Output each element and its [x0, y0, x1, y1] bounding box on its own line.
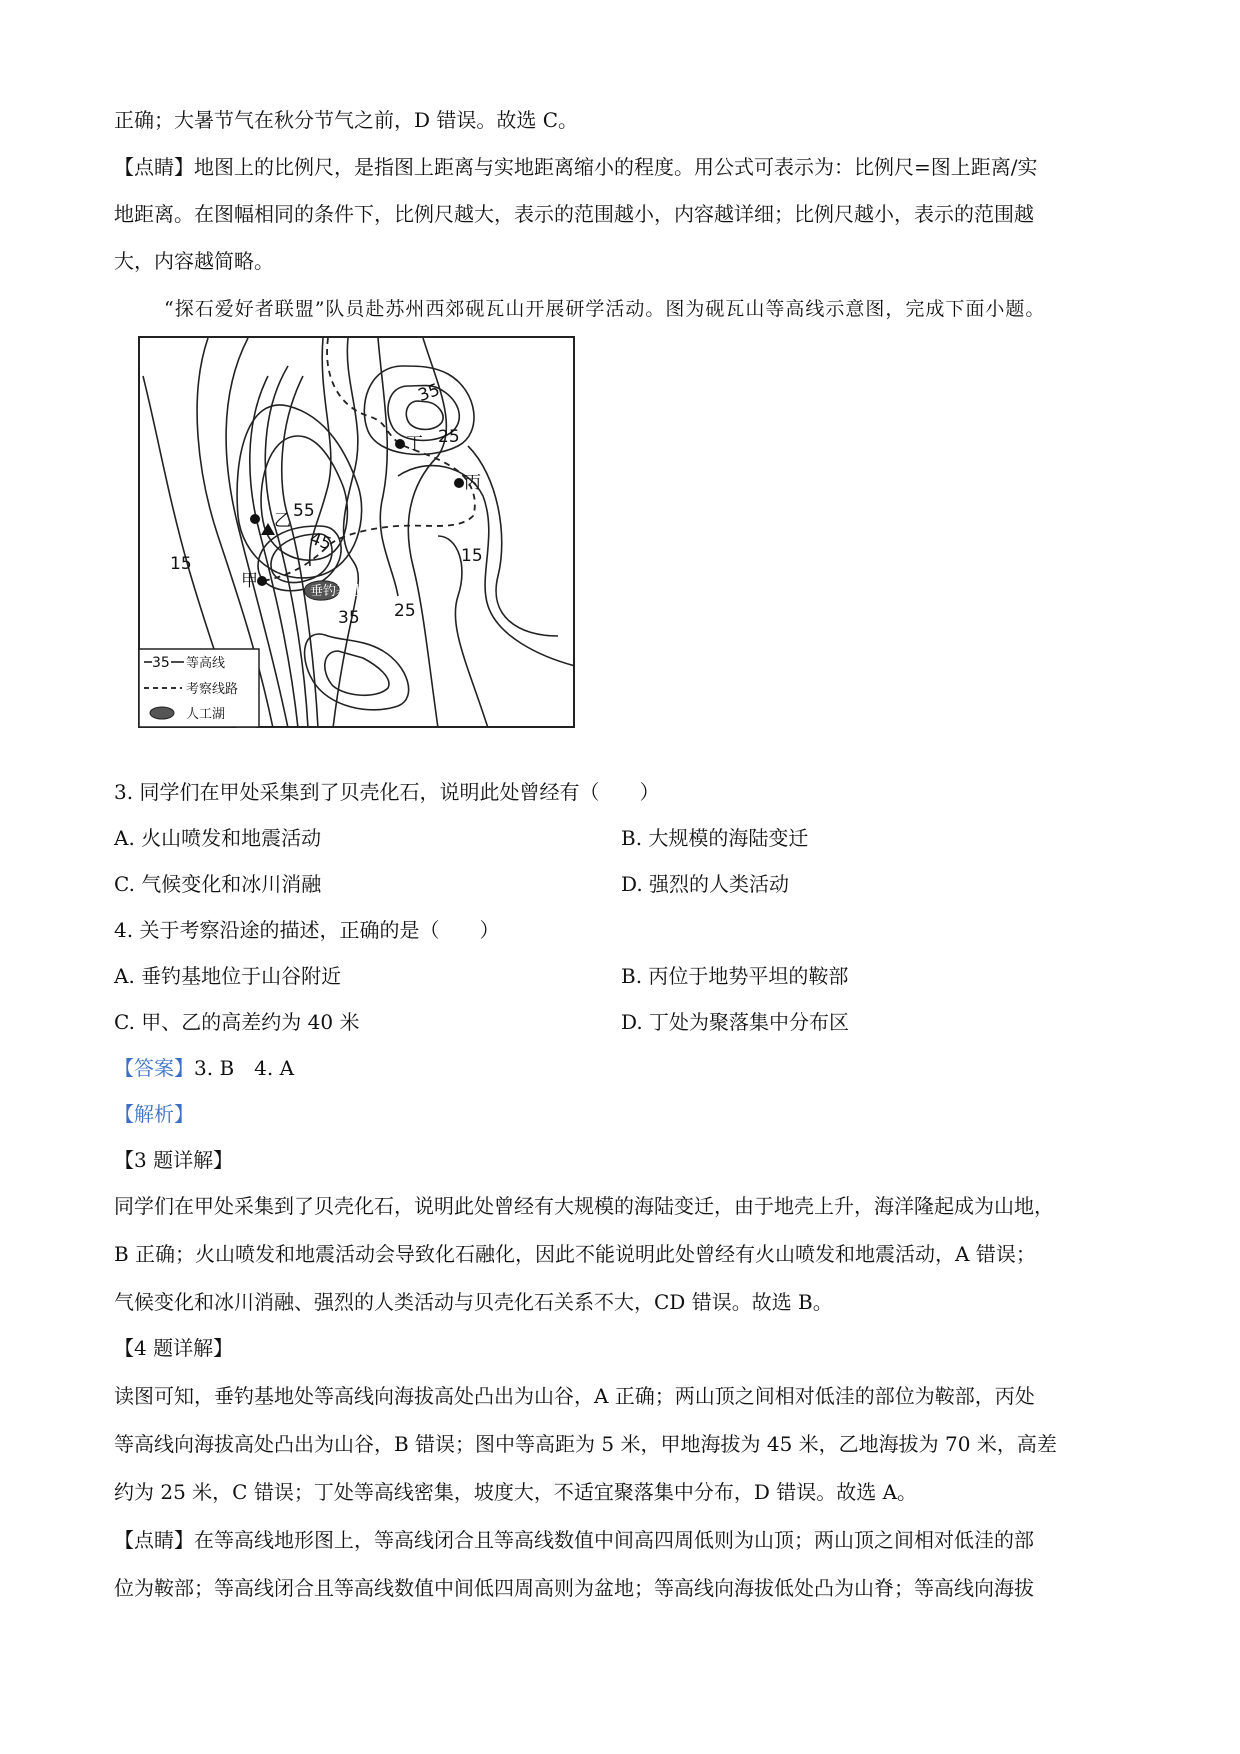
q4-detail-title: 【4 题详解】 [114, 1336, 234, 1360]
contour-label: 35 [415, 379, 443, 407]
legend-contour-value: 35 [152, 655, 170, 671]
answer-text: 3. B 4. A [194, 1056, 295, 1080]
contour-label: 15 [461, 546, 483, 566]
text-line: 等高线向海拔高处凸出为山谷，B 错误；图中等高距为 5 米，甲地海拔为 45 米，乙地海拔为 70 米，高差 [114, 1432, 1057, 1456]
text-line: 约为 25 米，C 错误；丁处等高线密集，坡度大，不适宜聚落集中分布，D 错误。故选 A。 [114, 1480, 918, 1504]
legend-route: 考察线路 [186, 682, 239, 697]
q3-detail-title: 【3 题详解】 [114, 1148, 234, 1172]
contour-label: 25 [394, 601, 416, 621]
point-yi: 乙 [274, 511, 291, 531]
text-line: 位为鞍部；等高线闭合且等高线数值中间低四周高则为盆地；等高线向海拔低处凸为山脊；等高线向海拔 [114, 1576, 1034, 1600]
point-bing: 丙 [464, 473, 481, 493]
q4-option-a: A. 垂钓基地位于山谷附近 [114, 964, 342, 988]
point-jia: 甲 [241, 571, 258, 591]
contour-label: 55 [293, 501, 315, 521]
point-ding: 丁 [406, 434, 423, 454]
text-line: B 正确；火山喷发和地震活动会导致化石融化，因此不能说明此处曾经有火山喷发和地震活动，A 错误； [114, 1242, 1036, 1266]
analysis-tag: 【解析】 [114, 1102, 194, 1126]
contour-label: 45 [306, 528, 335, 555]
q3-stem: 3. 同学们在甲处采集到了贝壳化石，说明此处曾经有（ ） [114, 780, 660, 804]
text-line: 大，内容越简略。 [114, 249, 274, 273]
contour-map [138, 336, 575, 728]
q3-option-b: B. 大规模的海陆变迁 [621, 826, 809, 850]
text-line: 地距离。在图幅相同的条件下，比例尺越大，表示的范围越小，内容越详细；比例尺越小，表示的范围越 [114, 202, 1034, 226]
text-line: 正确；大暑节气在秋分节气之前，D 错误。故选 C。 [114, 108, 579, 132]
lake-label: 垂钓基地 [310, 584, 363, 599]
text-line: 读图可知，垂钓基地处等高线向海拔高处凸出为山谷，A 正确；两山顶之间相对低洼的部位为鞍部，丙处 [114, 1384, 1035, 1408]
answer-tag: 【答案】 [114, 1056, 194, 1080]
contour-label: 35 [338, 608, 360, 628]
answer-line [114, 1054, 294, 1082]
q4-stem: 4. 关于考察沿途的描述，正确的是（ ） [114, 918, 500, 942]
q3-option-c: C. 气候变化和冰川消融 [114, 872, 322, 896]
text-line: 【点睛】在等高线地形图上，等高线闭合且等高线数值中间高四周低则为山顶；两山顶之间相对低洼的部 [114, 1528, 1034, 1552]
contour-label: 25 [438, 427, 460, 447]
q3-option-d: D. 强烈的人类活动 [621, 872, 790, 896]
contour-label: 15 [170, 554, 192, 574]
intro-text: “探石爱好者联盟”队员赴苏州西郊砚瓦山开展研学活动。图为砚瓦山等高线示意图，完成下面小题。 [164, 298, 1046, 320]
text-line: 【点睛】地图上的比例尺，是指图上距离与实地距离缩小的程度。用公式可表示为：比例尺=图上距离/实 [114, 155, 1038, 179]
text-line: 同学们在甲处采集到了贝壳化石，说明此处曾经有大规模的海陆变迁，由于地壳上升，海洋隆起成为山地， [114, 1194, 1054, 1218]
text-line: 气候变化和冰川消融、强烈的人类活动与贝壳化石关系不大，CD 错误。故选 B。 [114, 1290, 833, 1314]
q4-option-b: B. 丙位于地势平坦的鞍部 [621, 964, 849, 988]
q4-option-c: C. 甲、乙的高差约为 40 米 [114, 1010, 360, 1034]
q4-option-d: D. 丁处为聚落集中分布区 [621, 1010, 850, 1034]
legend-lake: 人工湖 [186, 707, 226, 722]
map-legend [139, 649, 259, 727]
q3-option-a: A. 火山喷发和地震活动 [114, 826, 322, 850]
legend-contour: 等高线 [186, 656, 226, 671]
